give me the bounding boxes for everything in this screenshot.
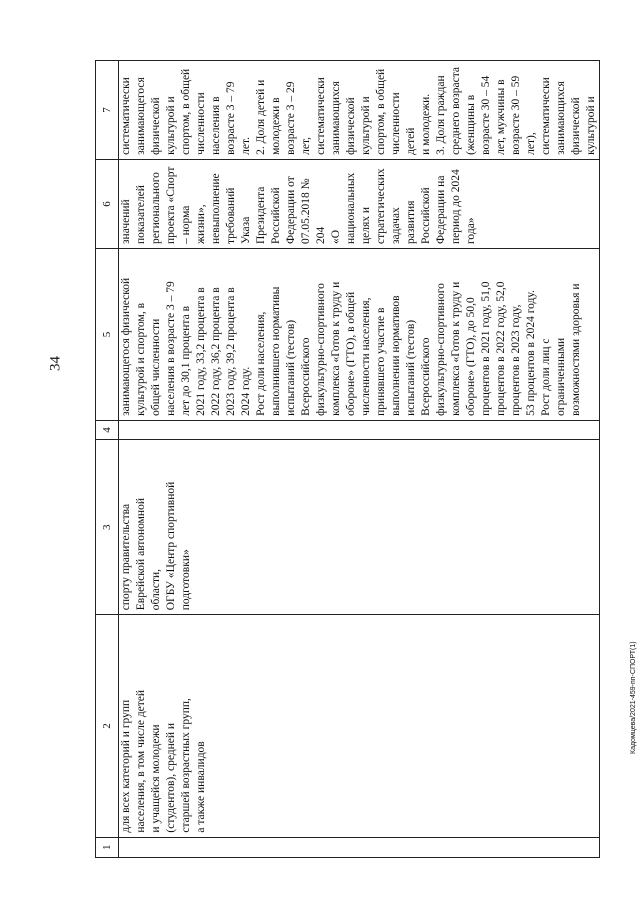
column-header-6: 6 bbox=[96, 159, 119, 248]
cell-expected-results: занимающегося физической культурой и спортом, в общей численности населения в возрасте 3 – 79 лет до 30,1 процента в 2021 году, 33,2 процента в 2022 году, 36,2 процента в 2023 году, 39,2 процента в 2024 году. Рост доли населения, выполнившего нормативы испытаний (тестов) Всероссийского физкультурно-спортивного комплекса «Готов к труду и обороне» (ГТО), в общей численности населения, принявшего участие в выполнении нормативов испытаний (тестов) Всероссийского физкультурно-спортивного комплекса «Готов к труду и обороне» (ГТО), до 50,0 процентов в 2021 году, 51,0 процентов в 2022 году, 52,0 процентов в 2023 году, 53 процентов в 2024 году. Рост доли лиц с ограниченными возможностями здоровья и bbox=[119, 249, 600, 421]
document-code: Кадомцева/2021-459-пп-СПОРТ(1) bbox=[630, 641, 637, 754]
cell-responsible-executors: спорту правительства Еврейской автономной области, ОГБУ «Центр спортивной подготовки» bbox=[119, 440, 600, 615]
program-table-wrapper bbox=[95, 60, 597, 858]
column-header-7: 7 bbox=[96, 61, 119, 160]
column-header-2: 2 bbox=[96, 615, 119, 837]
cell-target-groups: для всех категорий и групп населения, в том числе детей и учащейся молодежи (студентов), средней и старшей возрастных групп, а также инвалидов bbox=[119, 615, 600, 837]
cell-col4 bbox=[119, 420, 600, 439]
cell-col1 bbox=[119, 837, 600, 857]
column-header-5: 5 bbox=[96, 249, 119, 421]
page-number: 34 bbox=[47, 356, 64, 371]
program-table bbox=[95, 60, 600, 858]
column-header-3: 3 bbox=[96, 440, 119, 615]
table-header-row bbox=[96, 61, 119, 858]
column-header-1: 1 bbox=[96, 837, 119, 857]
cell-consequences: значений показателей регионального проекта «Спорт – норма жизни», невыполнение требований Указа Президента Российской Федерации от 07.05.2018 № 204 «О национальных целях и стратегических задачах развития Российской Федерации на период до 2024 года» bbox=[119, 159, 600, 248]
column-header-4: 4 bbox=[96, 420, 119, 439]
cell-indicators: систематически занимающегося физической культурой и спортом, в общей численности населения в возрасте 3 – 79 лет. 2. Доля детей и молодежи в возрасте 3 – 29 лет, систематически занимающихся физической культурой и спортом, в общей численности детей и молодежи. 3. Доля граждан среднего возраста (женщины в возрасте 30 – 54 лет, мужчины в возрасте 30 – 59 лет), систематически занимающихся физической культурой и bbox=[119, 61, 600, 160]
table-row bbox=[119, 61, 600, 858]
